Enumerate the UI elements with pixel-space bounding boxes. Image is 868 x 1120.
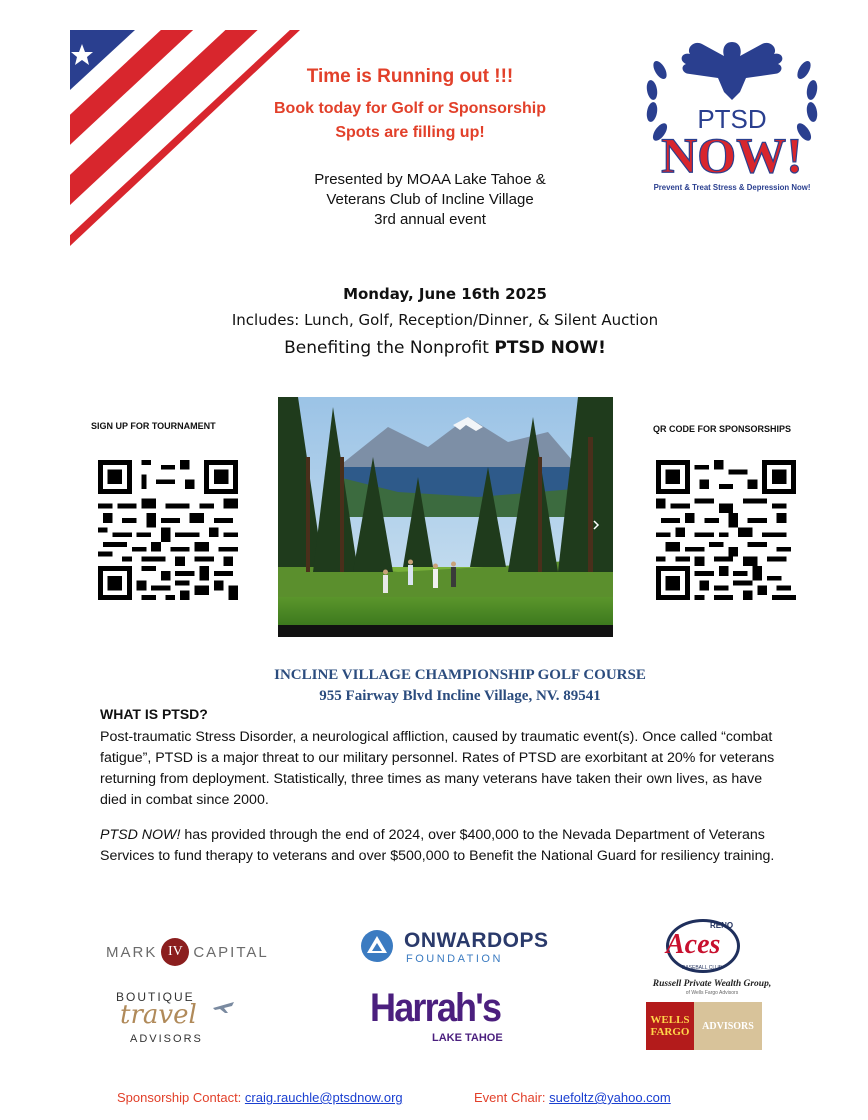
lake-tahoe-word: LAKE TAHOE [432,1032,503,1044]
foundation-word: FOUNDATION [406,953,503,965]
subheadline [230,97,590,145]
subheadline-line2: Spots are filling up! [335,124,485,141]
wf-advisors: ADVISORS [694,1002,762,1050]
eagle-wreath-icon [632,30,832,200]
boutique-word: BOUTIQUE [116,990,195,1004]
baseball-club-word: BASEBALL CLUB [682,965,723,971]
boutique-travel-logo [112,990,242,1048]
qr-code-sponsorships[interactable] [654,460,798,600]
subheadline-line1: Book today for Golf or Sponsorship [274,100,546,117]
course-name: INCLINE VILLAGE CHAMPIONSHIP GOLF COURSE [274,667,646,683]
course-address: 955 Fairway Blvd Incline Village, NV. 89541 [319,688,601,704]
harrahs-logo [370,986,530,1048]
wf-stagecoach-box [646,1002,694,1050]
headline: Time is Running out !!! [306,66,514,87]
chair-email-link[interactable]: suefoltz@yahoo.com [549,1090,671,1105]
sponsorship-contact [117,1090,403,1105]
qr-label-tournament: SIGN UP FOR TOURNAMENT [91,421,216,431]
presented-line2: Veterans Club of Incline Village [326,191,534,208]
ptsd-now-logo [632,30,832,200]
logo-tagline: Prevent & Treat Stress & Depression Now! [653,183,811,192]
mark-word: MARK [106,943,158,961]
event-date: Monday, June 16th 2025 [343,285,547,303]
onwardops-logo [360,925,549,967]
capital-word: CAPITAL [193,943,269,961]
event-chair-contact [474,1090,671,1105]
mark-numeral: IV [161,938,189,966]
wells-fargo-advisors-logo [646,1002,762,1050]
qr-code-tournament[interactable] [98,460,238,600]
travel-script: travel [120,1000,197,1030]
airplane-icon [212,1000,236,1014]
sponsorship-label: Sponsorship Contact: [117,1090,245,1105]
russell-line1: Russell Private Wealth Group, [652,979,772,989]
sponsorship-email-link[interactable]: craig.rauchle@ptsdnow.org [244,1090,403,1105]
logo-word-bottom: NOW! [661,127,803,183]
onwardops-circle-icon [360,929,394,963]
presented-by [280,170,580,230]
benefit-prefix: Benefiting the Nonprofit [284,338,495,358]
reno-word: RENO [710,921,734,930]
onwardops-word: ONWARDOPS [404,929,549,952]
presented-line3: 3rd annual event [374,211,486,228]
mark-iv-capital-logo [106,936,276,968]
benefit-name: PTSD NOW! [494,338,606,358]
logo-word-top: PTSD [697,104,767,134]
reno-aces-logo [652,915,772,996]
ptsd-now-italic: PTSD NOW! [100,827,181,843]
about-paragraph-2 [100,825,780,867]
golf-course-photo [278,397,613,637]
wf-wells: WELLS [650,1014,690,1026]
russell-line2: of Wells Fargo Advisors [685,990,739,996]
about-paragraph-2-rest: has provided through the end of 2024, over $400,000 to the Nevada Department of Veterans Services to fund therapy to veterans and over $500,000 to Benefit the National Guard for resiliency training. [100,827,775,864]
event-benefit [120,338,770,358]
presented-line1: Presented by MOAA Lake Tahoe & [314,171,546,188]
harrahs-word: Harrah's [370,986,501,1030]
chair-label: Event Chair: [474,1090,550,1105]
event-includes: Includes: Lunch, Golf, Reception/Dinner, & Silent Auction [231,311,659,329]
aces-word: Aces [666,929,721,960]
qr-label-sponsorships: QR CODE FOR SPONSORSHIPS [653,424,792,434]
what-is-ptsd-heading: WHAT IS PTSD? [100,706,208,722]
wf-fargo: FARGO [650,1026,690,1038]
advisors-word: ADVISORS [130,1033,203,1045]
about-paragraph-1: Post-traumatic Stress Disorder, a neurological affliction, caused by traumatic event(s). Once called “combat fatigue”, PTSD is a major threat to our military personnel. Rates of PTSD are exorbitant at 20% for veterans returning from deployment. Statistically, three times as many veterans have taken their own lives, as have died in combat since 2000. [100,729,775,808]
